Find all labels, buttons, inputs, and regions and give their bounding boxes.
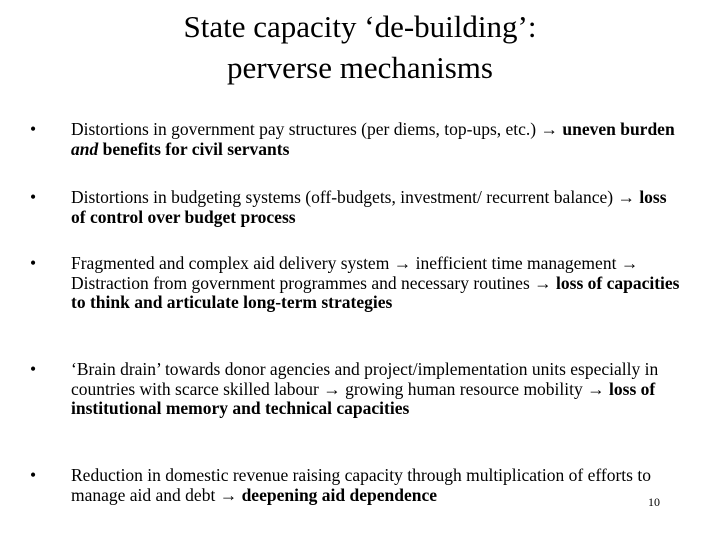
right-arrow-icon: →	[534, 272, 552, 293]
bullet-item-budgeting	[30, 188, 680, 227]
bullet-plain-text: Distortions in government pay structures (per diems, top-ups, etc.)	[71, 119, 537, 139]
bullet-item-revenue	[30, 466, 680, 505]
bullet-plain-text: growing human resource mobility	[345, 378, 583, 399]
right-arrow-icon: →	[587, 378, 605, 399]
bullet-text	[71, 188, 680, 227]
bullet-item-brain-drain	[30, 360, 680, 419]
bullet-italic-text: and	[71, 138, 99, 159]
right-arrow-icon: →	[323, 378, 341, 399]
right-arrow-icon: →	[393, 253, 412, 273]
bullet-item-aid-delivery	[30, 254, 680, 313]
bullet-plain-text: Distortions in budgeting systems (off-budgets, investment/ recurrent balance)	[71, 187, 614, 207]
bullet-plain-text: ‘Brain drain’ towards donor agencies and project/implementation units especially in countries with scarce skilled labour	[71, 359, 659, 399]
right-arrow-icon: →	[219, 484, 238, 505]
title-line-2: perverse mechanisms	[227, 50, 493, 85]
bullet-text	[71, 360, 680, 419]
right-arrow-icon: →	[540, 119, 558, 139]
bullet-text	[71, 254, 680, 313]
slide-title	[0, 6, 720, 88]
bullet-bold-text: deepening aid dependence	[241, 484, 438, 505]
bullet-bold-text: loss of control over budget process	[71, 187, 667, 227]
bullet-plain-text: Fragmented and complex aid delivery system	[71, 253, 390, 273]
bullet-bold-text: loss of institutional memory and technical capacities	[71, 378, 656, 418]
bullet-icon: •	[30, 253, 37, 273]
page-number: 10	[648, 495, 660, 509]
right-arrow-icon: →	[617, 187, 635, 207]
bullet-bold-text: uneven burden	[562, 119, 675, 139]
bullet-text	[71, 120, 680, 159]
bullet-item-pay-structures	[30, 120, 680, 159]
bullet-icon: •	[30, 465, 37, 485]
title-line-1: State capacity ‘de-building’:	[183, 9, 537, 44]
bullet-icon: •	[30, 359, 37, 379]
bullet-text	[71, 466, 680, 505]
bullet-plain-text: Reduction in domestic revenue raising capacity through multiplication of efforts to manage aid and debt	[71, 465, 651, 505]
bullet-plain-text: inefficient time management	[415, 253, 617, 273]
bullet-icon: •	[30, 119, 37, 139]
bullet-bold-text: loss of capacities to think and articulate long-term strategies	[71, 272, 680, 312]
bullet-bold-text: benefits for civil servants	[102, 138, 290, 159]
bullet-plain-text: Distraction from government programmes and necessary routines	[71, 272, 530, 293]
bullet-icon: •	[30, 187, 37, 207]
right-arrow-icon: →	[620, 253, 639, 273]
